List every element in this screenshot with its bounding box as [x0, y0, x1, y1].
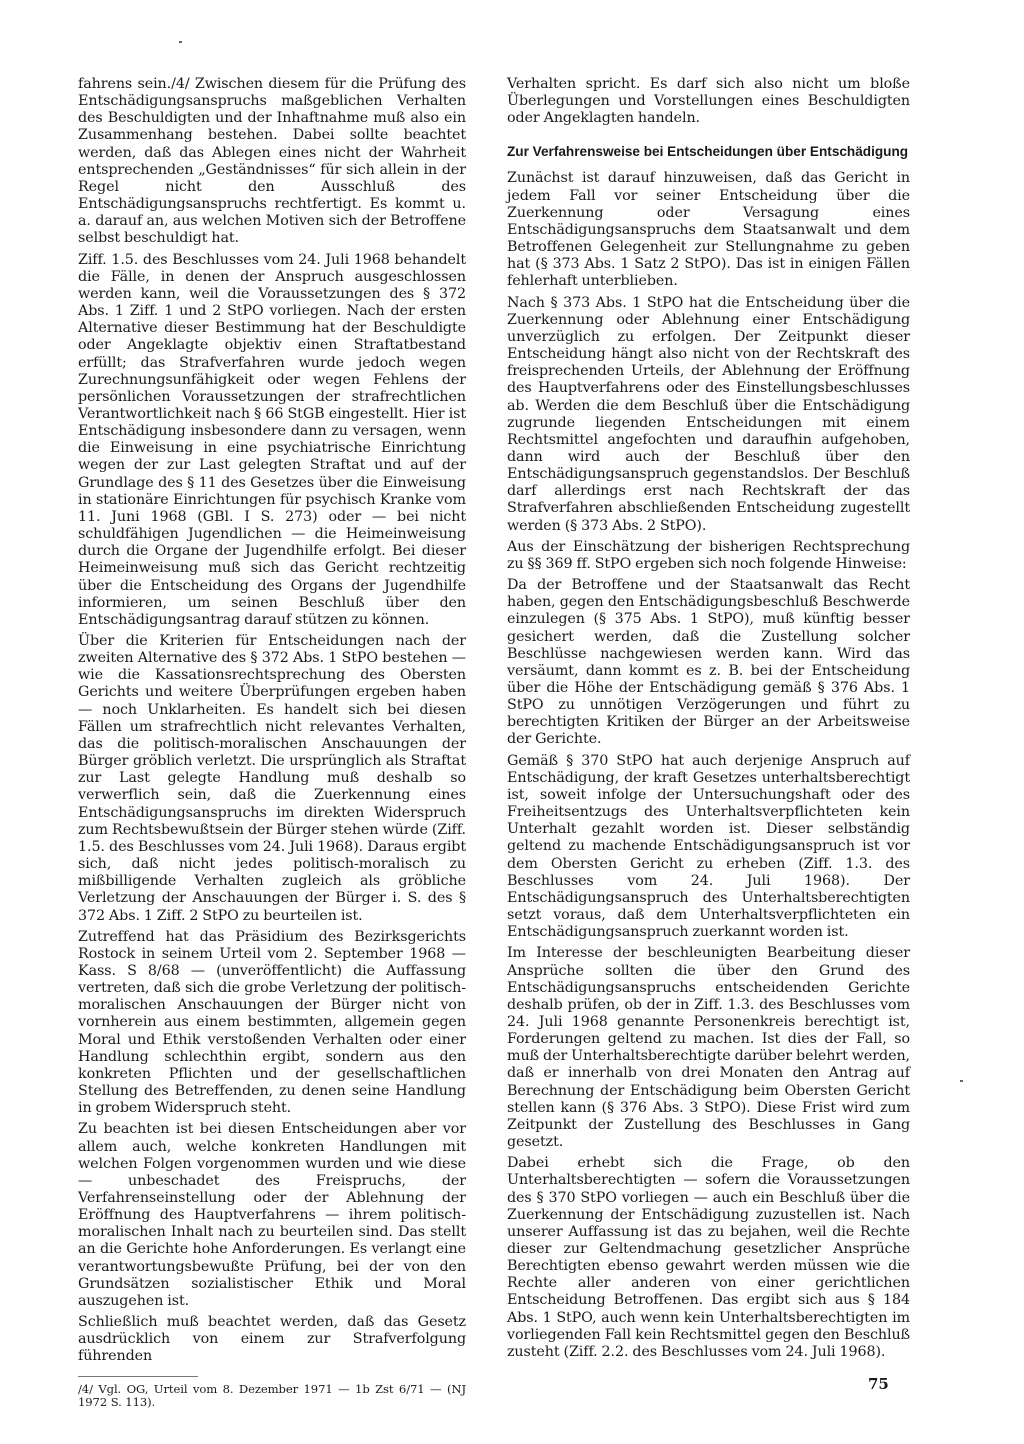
right-paragraph-1: Zunächst ist darauf hinzuweisen, daß das Gericht in jedem Fall vor seiner Entscheidung über die Zuerkennung oder Versagung eines Entschädigungsanspruchs dem Staatsanwalt und dem Betroffenen Gelegenheit zur Stellungnahme zu geben hat (§ 373 Abs. 1 Satz 2 StPO). Das ist in einigen Fällen fehlerhaft unterblieben.: [507, 170, 910, 290]
right-column: [507, 76, 910, 1365]
right-intro-paragraph: Verhalten spricht. Es darf sich also nicht um bloße Überlegungen und Vorstellungen eines Beschuldigten oder Angeklagten handeln.: [507, 76, 910, 127]
right-paragraph-3: Aus der Einschätzung der bisherigen Rechtsprechung zu §§ 369 ff. StPO ergeben sich noch folgende Hinweise:: [507, 538, 910, 572]
left-paragraph-1: fahrens sein./4/ Zwischen diesem für die Prüfung des Entschädigungsanspruchs maßgeblichen Verhalten des Beschuldigten und der Inhaftnahme muß also ein Zusammenhang bestehen. Dabei sollte beachtet werden, daß das Ablegen eines nicht der Wahrheit entsprechenden „Geständnisses“ für sich allein in der Regel nicht den Ausschluß des Entschädigungsanspruchs rechtfertigt. Es kommt u. a. darauf an, aus welchen Motiven sich der Betroffene selbst beschuldigt hat.: [78, 76, 466, 247]
right-paragraph-2: Nach § 373 Abs. 1 StPO hat die Entscheidung über die Zuerkennung oder Ablehnung einer Entschädigung unverzüglich zu erfolgen. Der Zeitpunkt dieser Entscheidung hängt also nicht von der Rechtskraft des freisprechenden Urteils, der Ablehnung der Eröffnung des Hauptverfahrens oder des Einstellungsbeschlusses ab. Werden die dem Beschluß über die Entschädigung zugrunde liegenden Entscheidungen mit einem Rechtsmittel angefochten und daraufhin aufgehoben, dann wird auch der Beschluß über den Entschädigungsanspruch gegenstandslos. Der Beschluß darf allerdings erst nach Rechtskraft der das Strafverfahren abschließenden Entscheidung zugestellt werden (§ 373 Abs. 2 StPO).: [507, 294, 910, 534]
right-paragraph-6: Im Interesse der beschleunigten Bearbeitung dieser Ansprüche sollten die über den Grund des Entschädigungsanspruchs entscheidenden Gerichte deshalb prüfen, ob der in Ziff. 1.3. des Beschlusses vom 24. Juli 1968 genannte Personenkreis berechtigt ist, Forderungen geltend zu machen. Ist dies der Fall, so muß der Unterhaltsberechtigte darüber belehrt werden, daß er innerhalb von drei Monaten den Antrag auf Berechnung der Entschädigung beim Obersten Gericht stellen kann (§ 376 Abs. 3 StPO). Diese Frist wird zum Zeitpunkt der Zustellung des Beschlusses in Gang gesetzt.: [507, 945, 910, 1151]
scan-speck: [179, 41, 182, 43]
left-paragraph-2: Ziff. 1.5. des Beschlusses vom 24. Juli 1968 behandelt die Fälle, in denen der Anspruch ausgeschlossen werden kann, weil die Voraussetzungen des § 372 Abs. 1 Ziff. 1 und 2 StPO vorliegen. Nach der ersten Alternative dieser Bestimmung hat der Beschuldigte oder Angeklagte objektiv einen Straftatbestand erfüllt; das Strafverfahren wurde jedoch wegen Zurechnungsunfähigkeit oder wegen Fehlens der persönlichen Voraussetzungen der strafrechtlichen Verantwortlichkeit nach § 66 StGB eingestellt. Hier ist Entschädigung insbesondere dann zu versagen, wenn die Einweisung in eine psychiatrische Einrichtung wegen der zur Last gelegten Straftat und auf der Grundlage des § 11 des Gesetzes über die Einweisung in stationäre Einrichtungen für psychisch Kranke vom 11. Juni 1968 (GBl. I S. 273) oder — bei nicht schuldfähigen Jugendlichen — die Heimeinweisung durch die Organe der Jugendhilfe erfolgt. Bei dieser Heimeinweisung muß sich das Gericht rechtzeitig über die Entscheidung des Organs der Jugendhilfe informieren, um seinen Beschluß über den Entschädigungsantrag darauf stützen zu können.: [78, 251, 466, 628]
left-paragraph-5: Zu beachten ist bei diesen Entscheidungen aber vor allem auch, welche konkreten Handlungen mit welchen Folgen vorgenommen wurden und wie diese — unbeschadet des Freispruchs, der Verfahrenseinstellung oder der Ablehnung der Eröffnung des Hauptverfahrens — ihrem politisch-moralischen Inhalt nach zu beurteilen sind. Das stellt an die Gerichte hohe Anforderungen. Es verlangt eine verantwortungsbewußte Prüfung, bei der von den Grundsätzen sozialistischer Ethik und Moral auszugehen ist.: [78, 1121, 466, 1309]
left-column: [78, 76, 466, 1409]
right-paragraph-4: Da der Betroffene und der Staatsanwalt das Recht haben, gegen den Entschädigungsbeschluß Beschwerde einzulegen (§ 375 Abs. 1 StPO), muß künftig besser gesichert werden, daß die Zustellung solcher Beschlüsse nachgewiesen werden kann. Wird das versäumt, dann kommt es z. B. bei der Entscheidung über die Höhe der Entschädigung gemäß § 376 Abs. 1 StPO zu unnötigen Verzögerungen und führt zu berechtigten Kritiken der Bürger an der Arbeitsweise der Gerichte.: [507, 577, 910, 748]
page-number: 75: [868, 1375, 889, 1393]
right-paragraph-7: Dabei erhebt sich die Frage, ob den Unterhaltsberechtigten — sofern die Voraussetzungen des § 370 StPO vorliegen — auch ein Beschluß über die Zuerkennung der Entschädigung zuzustellen ist. Nach unserer Auffassung ist das zu bejahen, weil die Rechte dieser zur Geltendmachung gesetzlicher Ansprüche Berechtigten ebenso gewahrt werden müssen wie die Rechte aller anderen von einer gerichtlichen Entscheidung Betroffenen. Das ergibt sich aus § 184 Abs. 1 StPO, auch wenn kein Unterhaltsberechtigten im vorliegenden Fall kein Rechtsmittel gegen den Beschluß zusteht (Ziff. 2.2. des Beschlusses vom 24. Juli 1968).: [507, 1155, 910, 1360]
section-heading: Zur Verfahrensweise bei Entscheidungen über Entschädigung: [507, 144, 909, 160]
left-paragraph-3: Über die Kriterien für Entscheidungen nach der zweiten Alternative des § 372 Abs. 1 StPO bestehen — wie die Kassationsrechtsprechung des Obersten Gerichts und weitere Überprüfungen ergeben haben — noch Unklarheiten. Es handelt sich bei diesen Fällen um strafrechtlich nicht relevantes Verhalten, das die politisch-moralischen Anschauungen der Bürger gröblich verletzt. Die ursprünglich als Straftat zur Last gelegte Handlung muß deshalb so verwerflich sein, daß die Zuerkennung eines Entschädigungsanspruchs im direkten Widerspruch zum Rechtsbewußtsein der Bürger stehen würde (Ziff. 1.5. des Beschlusses vom 24. Juli 1968). Daraus ergibt sich, daß nicht jedes politisch-moralisch zu mißbilligende Verhalten zugleich als gröbliche Verletzung der Anschauungen der Bürger i. S. des § 372 Abs. 1 Ziff. 2 StPO zu beurteilen ist.: [78, 633, 466, 924]
left-paragraph-4: Zutreffend hat das Präsidium des Bezirksgerichts Rostock in seinem Urteil vom 2. September 1968 — Kass. S 8/68 — (unveröffentlicht) die Auffassung vertreten, daß sich die grobe Verletzung der politisch-moralischen Anschauungen der Bürger nicht von vornherein aus einem bestimmten, allgemein gegen Moral und Ethik verstoßenden Verhalten oder einer Handlung schlechthin ergibt, sondern aus den konkreten Pflichten und der gesellschaftlichen Stellung des Betreffenden, zu denen seine Handlung in grobem Widerspruch steht.: [78, 928, 466, 1117]
footnote-divider: [78, 1376, 198, 1377]
footnote: /4/ Vgl. OG, Urteil vom 8. Dezember 1971 — 1b Zst 6/71 — (NJ 1972 S. 113).: [78, 1381, 466, 1409]
scan-speck: [960, 1080, 963, 1082]
left-paragraph-6: Schließlich muß beachtet werden, daß das Gesetz ausdrücklich von einem zur Strafverfolgung führenden: [78, 1314, 466, 1365]
right-paragraph-5: Gemäß § 370 StPO hat auch derjenige Anspruch auf Entschädigung, der kraft Gesetzes unterhaltsberechtigt ist, soweit infolge der Untersuchungshaft oder des Freiheitsentzugs des Unterhaltsverpflichteten kein Unterhalt gezahlt worden ist. Dieser selbständig geltend zu machende Entschädigungsanspruch ist vor dem Obersten Gericht zu erheben (Ziff. 1.3. des Beschlusses vom 24. Juli 1968). Der Entschädigungsanspruch des Unterhaltsberechtigten setzt voraus, daß dem Unterhaltsverpflichteten ein Entschädigungsanspruch zuerkannt worden ist.: [507, 752, 910, 941]
